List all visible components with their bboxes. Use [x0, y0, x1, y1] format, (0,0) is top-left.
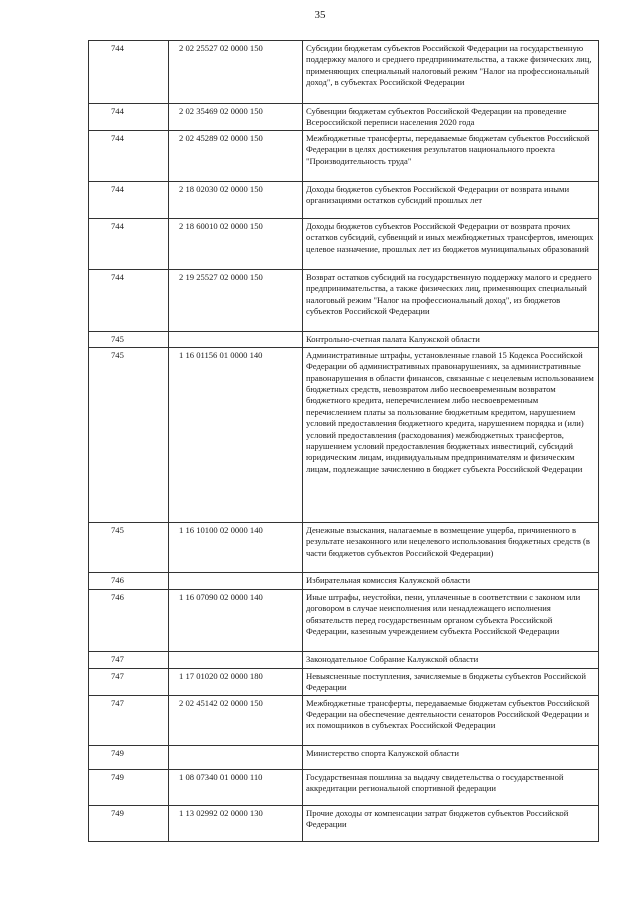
revenue-name-cell: Административные штрафы, установленные главой 15 Кодекса Российской Федерации об административных правонарушениях, за административные правонарушения в области финансов, связанные с нецелевым использованием бюджетных средств, невозвратом либо несвоевременным возвратом бюджетного кредита, неперечислением либо несвоевременным перечислением платы за пользование бюджетным кредитом, нарушением условий предоставления бюджетного кредита, нарушением порядка и (или) условий предоставления (расходования) межбюджетных трансфертов, нарушением условий предоставления бюджетных инвестиций, субсидий юридическим лицам, индивидуальным предпринимателям и физическим лицам, подлежащие зачислению в бюджет субъекта Российской Федерации	[303, 347, 599, 522]
revenue-code-cell	[169, 651, 303, 668]
admin-code-cell: 746	[89, 589, 169, 651]
revenue-name-cell: Контрольно-счетная палата Калужской области	[303, 331, 599, 347]
revenue-code-cell: 1 17 01020 02 0000 180	[169, 668, 303, 695]
table-row	[89, 651, 599, 668]
admin-code-cell: 747	[89, 695, 169, 745]
admin-code-cell: 744	[89, 130, 169, 181]
revenue-code-cell: 2 02 35469 02 0000 150	[169, 104, 303, 131]
revenue-name-cell: Избирательная комиссия Калужской области	[303, 572, 599, 589]
admin-code-cell: 746	[89, 572, 169, 589]
revenue-code-cell: 1 08 07340 01 0000 110	[169, 769, 303, 805]
table-row	[89, 181, 599, 218]
admin-code-cell: 745	[89, 522, 169, 572]
table-row	[89, 41, 599, 104]
table-row	[89, 769, 599, 805]
admin-code-cell: 749	[89, 745, 169, 769]
revenue-code-cell: 1 16 07090 02 0000 140	[169, 589, 303, 651]
table-row	[89, 589, 599, 651]
revenue-name-cell: Доходы бюджетов субъектов Российской Федерации от возврата иными организациями остатков субсидий прошлых лет	[303, 181, 599, 218]
revenue-code-cell: 1 16 10100 02 0000 140	[169, 522, 303, 572]
table-row	[89, 104, 599, 131]
revenue-name-cell: Возврат остатков субсидий на государственную поддержку малого и среднего предпринимательства, а также физических лиц, применяющих специальный налоговый режим "Налог на профессиональный доход", из бюджетов субъектов Российской Федерации	[303, 269, 599, 331]
revenue-code-cell: 2 18 60010 02 0000 150	[169, 218, 303, 269]
table-row	[89, 668, 599, 695]
revenue-name-cell: Субвенции бюджетам субъектов Российской Федерации на проведение Всероссийской переписи населения 2020 года	[303, 104, 599, 131]
revenue-code-cell: 2 19 25527 02 0000 150	[169, 269, 303, 331]
revenue-code-cell: 2 02 45289 02 0000 150	[169, 130, 303, 181]
admin-code-cell: 747	[89, 668, 169, 695]
revenue-code-cell: 1 16 01156 01 0000 140	[169, 347, 303, 522]
revenue-name-cell: Невыясненные поступления, зачисляемые в бюджеты субъектов Российской Федерации	[303, 668, 599, 695]
admin-code-cell: 745	[89, 347, 169, 522]
table-row	[89, 331, 599, 347]
revenue-name-cell: Субсидии бюджетам субъектов Российской Федерации на государственную поддержку малого и среднего предпринимательства, а также физических лиц, применяющих специальный налоговый режим "Налог на профессиональный доход", в субъектах Российской Федерации	[303, 41, 599, 104]
table-row	[89, 218, 599, 269]
admin-code-cell: 749	[89, 805, 169, 841]
table-row	[89, 522, 599, 572]
revenue-code-cell	[169, 745, 303, 769]
table-row	[89, 805, 599, 841]
admin-code-cell: 744	[89, 104, 169, 131]
page-number: 35	[314, 9, 326, 21]
revenue-code-cell	[169, 331, 303, 347]
table-row	[89, 695, 599, 745]
revenue-code-cell: 1 13 02992 02 0000 130	[169, 805, 303, 841]
revenue-name-cell: Межбюджетные трансферты, передаваемые бюджетам субъектов Российской Федерации в целях достижения результатов национального проекта "Производительность труда"	[303, 130, 599, 181]
table-row	[89, 269, 599, 331]
revenue-code-cell: 2 18 02030 02 0000 150	[169, 181, 303, 218]
revenue-code-cell: 2 02 45142 02 0000 150	[169, 695, 303, 745]
revenue-name-cell: Министерство спорта Калужской области	[303, 745, 599, 769]
revenue-name-cell: Доходы бюджетов субъектов Российской Федерации от возврата прочих остатков субсидий, субвенций и иных межбюджетных трансфертов, имеющих целевое назначение, прошлых лет из бюджетов муниципальных образований	[303, 218, 599, 269]
table-row	[89, 745, 599, 769]
table-row	[89, 130, 599, 181]
admin-code-cell: 744	[89, 181, 169, 218]
admin-code-cell: 749	[89, 769, 169, 805]
revenue-name-cell: Прочие доходы от компенсации затрат бюджетов субъектов Российской Федерации	[303, 805, 599, 841]
table-row	[89, 572, 599, 589]
revenue-name-cell: Законодательное Собрание Калужской области	[303, 651, 599, 668]
table-row	[89, 347, 599, 522]
admin-code-cell: 744	[89, 41, 169, 104]
admin-code-cell: 744	[89, 218, 169, 269]
revenue-name-cell: Государственная пошлина за выдачу свидетельства о государственной аккредитации региональной спортивной федерации	[303, 769, 599, 805]
revenue-name-cell: Межбюджетные трансферты, передаваемые бюджетам субъектов Российской Федерации на обеспечение деятельности сенаторов Российской Федерации и их помощников в субъектах Российской Федерации	[303, 695, 599, 745]
revenue-name-cell: Иные штрафы, неустойки, пени, уплаченные в соответствии с законом или договором в случае неисполнения или ненадлежащего исполнения обязательств перед государственным органом субъекта Российской Федерации, казенным учреждением субъекта Российской Федерации	[303, 589, 599, 651]
admin-code-cell: 745	[89, 331, 169, 347]
revenue-name-cell: Денежные взыскания, налагаемые в возмещение ущерба, причиненного в результате незаконного или нецелевого использования бюджетных средств (в части бюджетов субъектов Российской Федерации)	[303, 522, 599, 572]
admin-code-cell: 747	[89, 651, 169, 668]
revenue-code-cell: 2 02 25527 02 0000 150	[169, 41, 303, 104]
revenue-code-cell	[169, 572, 303, 589]
admin-code-cell: 744	[89, 269, 169, 331]
revenue-codes-table	[88, 40, 599, 842]
